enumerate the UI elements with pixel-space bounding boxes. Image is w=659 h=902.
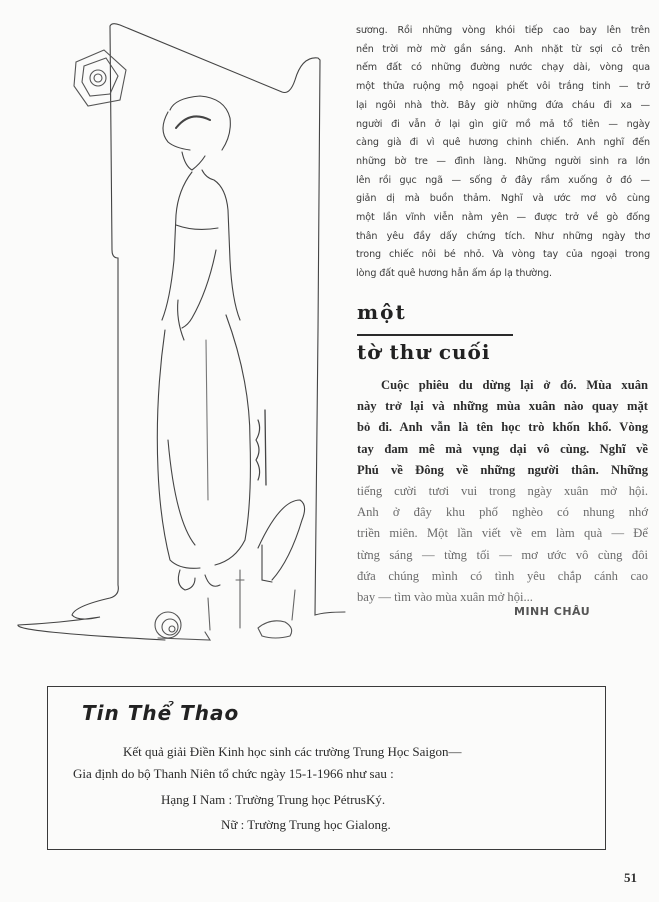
text-line: thân yêu đầy dấy chứng tích. Như những ngày thơ (356, 230, 650, 242)
title-divider (357, 334, 513, 336)
sports-result-male: Hạng I Nam : Trường Trung học PétrusKý. (161, 792, 386, 807)
sports-news-box (47, 686, 606, 850)
text-line: nền trời mờ mờ gần sáng. Anh nhặt từ sợi cỏ trên (356, 43, 650, 55)
text-line: tiếng cười tươi vui trong ngày xuân mở hội. (357, 484, 648, 499)
text-line: lên rồi gục ngã — sống ở đây rầm xuống ở đó — (356, 174, 650, 186)
text-line: Cuộc phiêu du dừng lại ở đó. Mùa xuân (381, 378, 648, 392)
sports-news-body (73, 741, 583, 835)
text-line: những bờ tre — đình làng. Những người sinh ra lớn (356, 155, 650, 167)
text-line: trong chiếc nôi bé nhỏ. Và vòng tay của ngoại trong (356, 249, 650, 261)
text-line: càng già đi vì quê hương chinh chiến. Anh nghĩ đến (356, 137, 650, 149)
sports-result-female: Nữ : Trường Trung học Gialong. (221, 816, 391, 832)
text-line: từng sáng — từng tối — mơ ước vô cùng đôi (357, 547, 648, 562)
text-line: một lần vĩnh viễn nằm yên — được trở về gò đống (356, 212, 650, 224)
text-line: bỏ đi. Anh vẫn là tên học trò khốn khổ. Vòng (357, 420, 648, 435)
text-line: Anh ở đây khu phố nghèo có nhung nhớ (357, 505, 648, 520)
article-lower-column (357, 375, 648, 608)
text-line: giản dị mà buồn thảm. Nghĩ và ước mơ vô cùng (356, 193, 650, 205)
text-line: đứa chúng mình có tình yêu chắp cánh cao (357, 568, 648, 583)
text-line: lòng đất quê hương hẳn ấm áp lạ thường. (356, 268, 552, 280)
illustration-woman-in-ao-dai (0, 0, 350, 660)
text-line: lại ngôi nhà thờ. Bây giờ những đứa cháu đi xa — (356, 99, 650, 111)
text-line: sương. Rồi những vòng khói tiếp cao bay lên trên (356, 25, 650, 36)
rose-icon (74, 50, 126, 106)
section-title-line1: một (357, 300, 407, 324)
snail-icon (155, 612, 210, 640)
section-title-line2: tờ thư cuối (357, 340, 491, 364)
article-upper-column (356, 22, 650, 284)
sports-intro-line2: Gia định do bộ Thanh Niên tổ chức ngày 15-1-1966 như sau : (73, 765, 394, 781)
page-number: 51 (624, 870, 637, 885)
text-line: triền miên. Một lần viết về em làm quà — Để (357, 526, 648, 541)
text-line: này trở lại và những mùa xuân nào quay mặt (357, 399, 648, 414)
sports-intro-line1: Kết quả giải Điền Kinh học sinh các trường Trung Học Saigon— (123, 744, 462, 759)
text-line: Phú về Đông về những người thân. Những (357, 462, 648, 477)
text-line: bay — tìm vào mùa xuân mở hội... (357, 590, 533, 605)
text-line: một thửa ruộng mộ ngoại phết vôi trắng tinh — trở (356, 81, 650, 93)
text-line: tay đam mê mà vụng dại vô cùng. Nghĩ về (357, 441, 648, 456)
text-line: người đi vẫn ở lại gìn giữ mồ mả tổ tiên — ngày (356, 118, 650, 130)
sports-news-title: Tin Thể Thao (82, 701, 240, 725)
text-line: nếm đất có những đường nước chạy dài, vòng qua (356, 62, 650, 74)
author-signature: MINH CHÂU (514, 605, 591, 618)
